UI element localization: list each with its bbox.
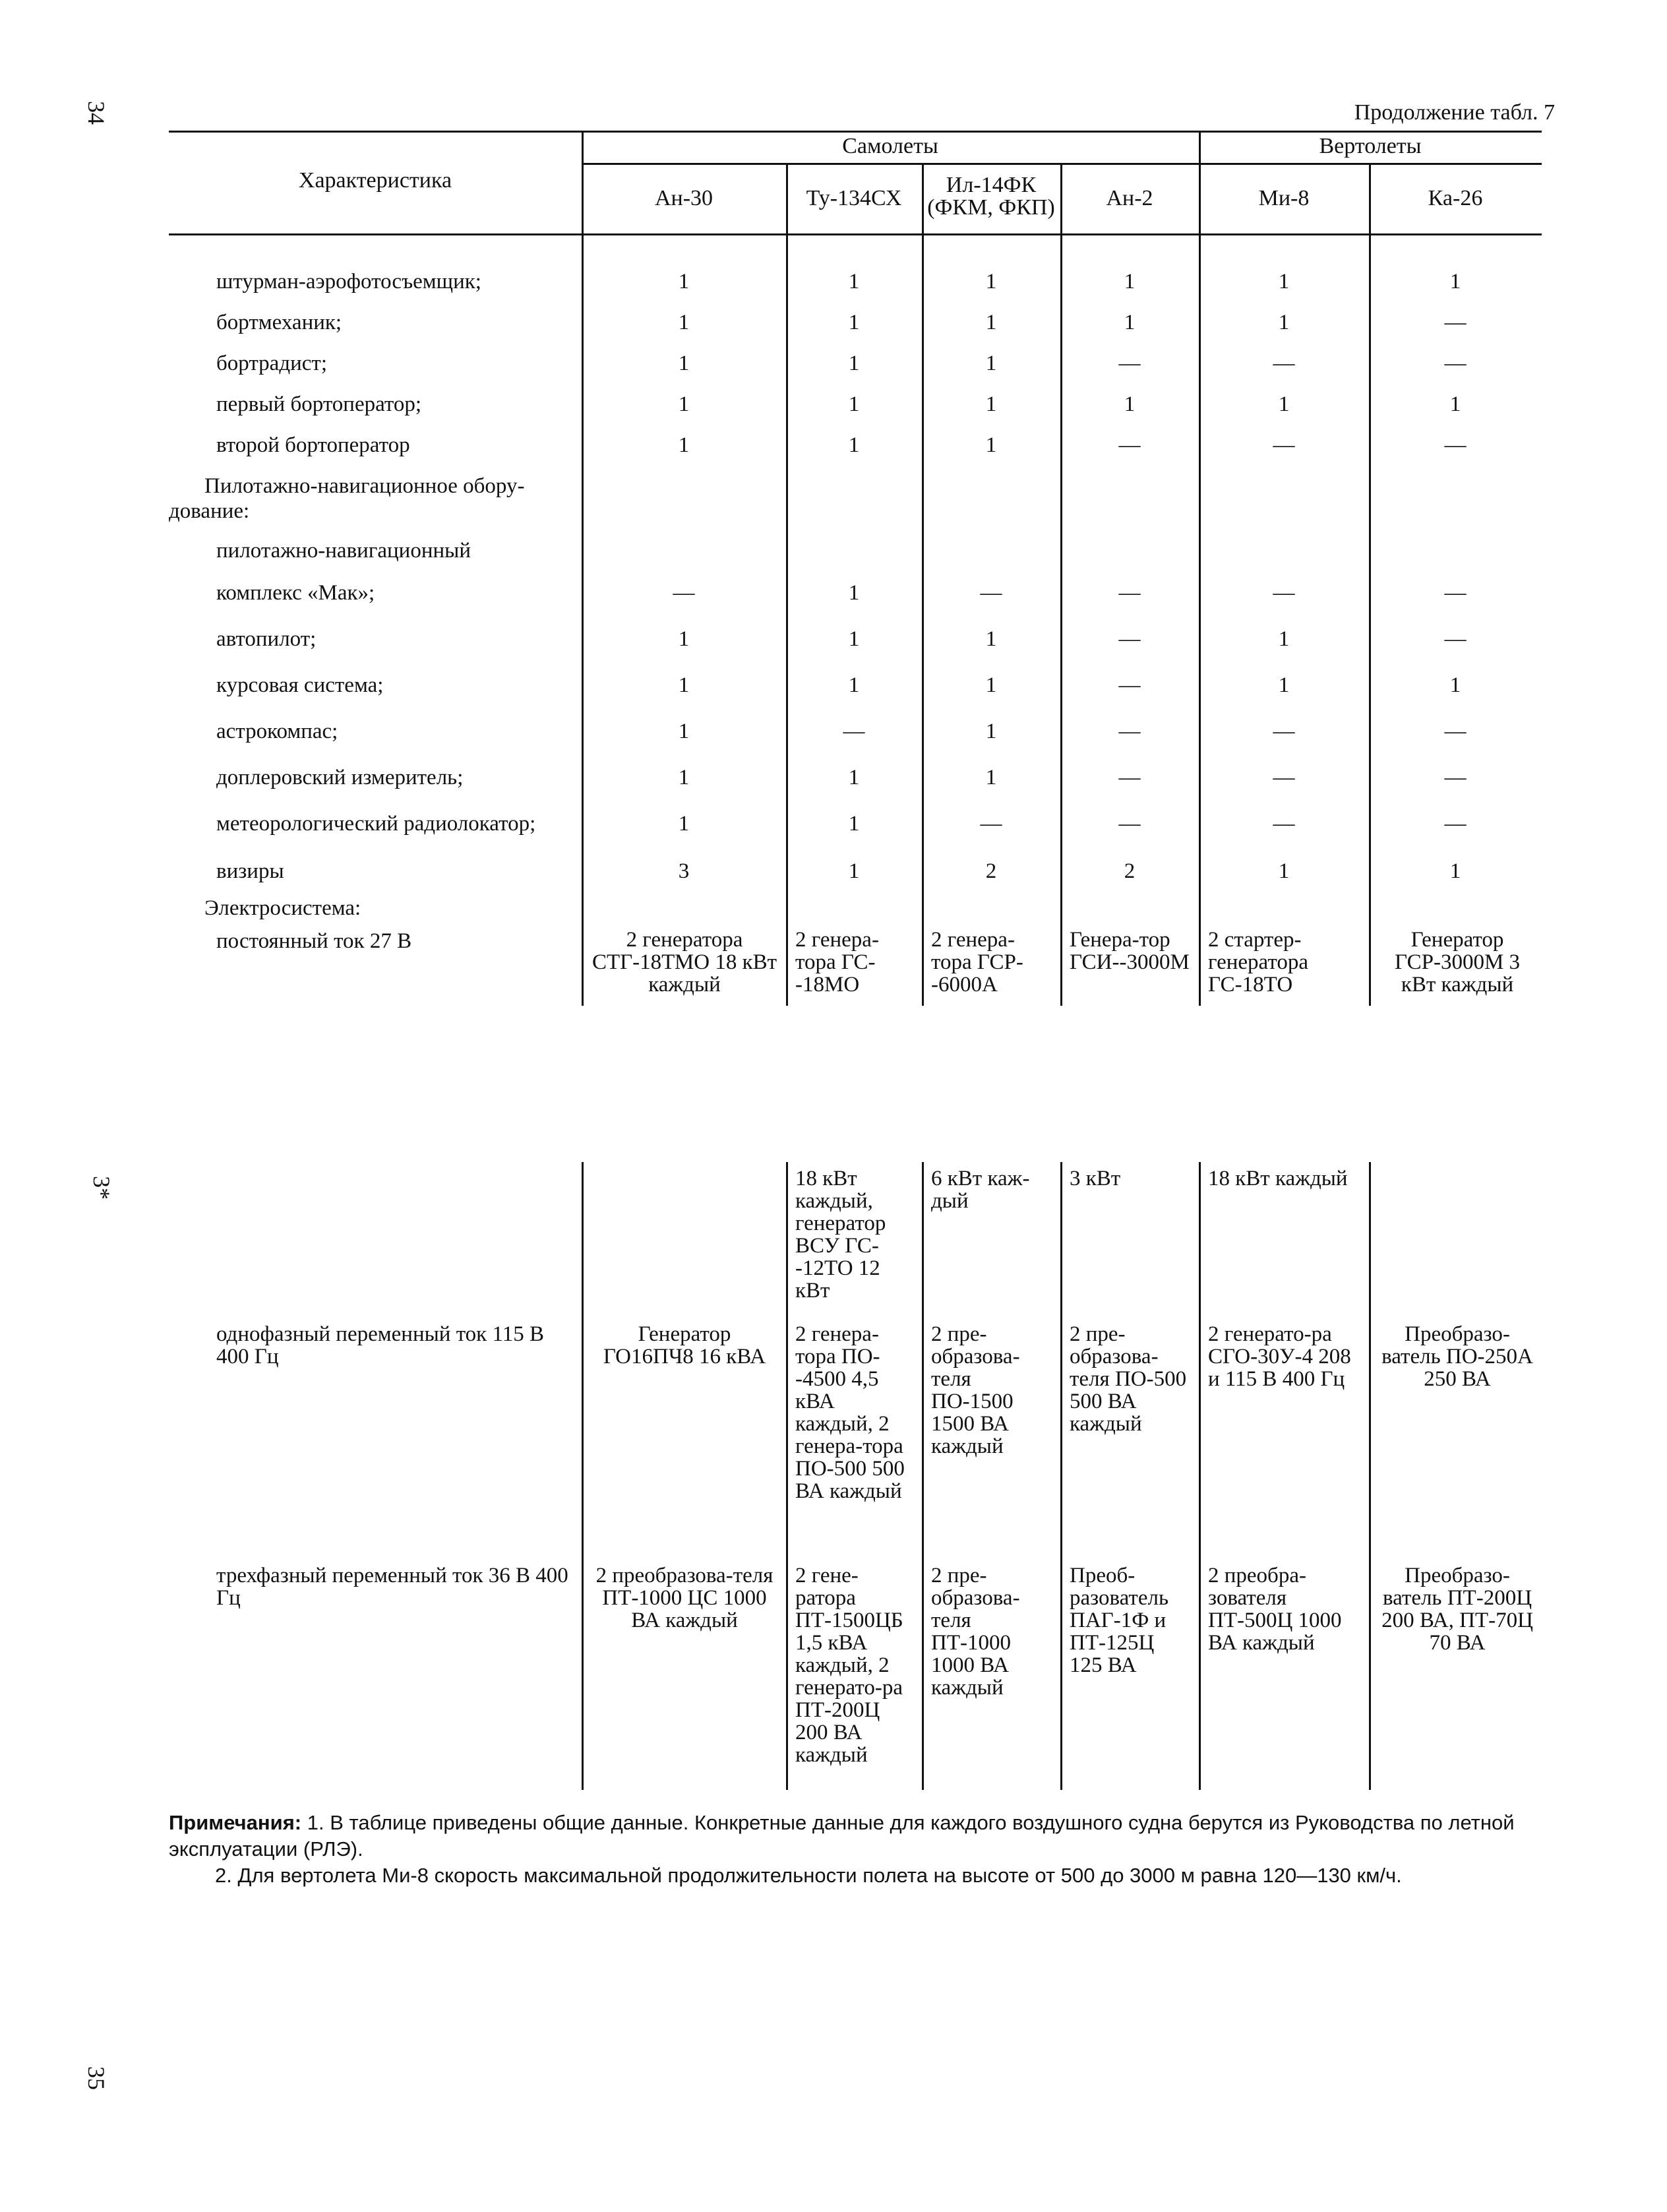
power-cell: 18 кВт каждый [1208, 1167, 1348, 1190]
power-cell: 2 преобразова-теля ПТ-1000 ЦС 1000 ВА каждый [595, 1564, 773, 1632]
table-cell: 1 [678, 270, 690, 293]
continuation-label: Продолжение табл. 7 [1354, 100, 1555, 125]
table-cell: — [1444, 627, 1467, 651]
power-cell: Генератор ГО16ПЧ8 16 кВА [603, 1322, 766, 1368]
notes-title: Примечания: [169, 1811, 302, 1834]
row-label: Электросистема: [204, 896, 361, 920]
row-label: астрокомпас; [216, 720, 338, 743]
header-characteristic: Характеристика [298, 168, 452, 193]
power-cell: 18 кВт каждый, генератор ВСУ ГС--12ТО 12 кВт [795, 1167, 886, 1303]
col-divider [1060, 1162, 1062, 1790]
table-cell: 1 [985, 766, 997, 789]
note-2-text: 2. Для вертолета Ми-8 скорость максимальной продолжительности полета на высоте от 500 до 3000 м равна 120—130 км/ч. [215, 1864, 1402, 1887]
table-cell: — [1118, 673, 1141, 697]
table-cell: 1 [1124, 392, 1136, 416]
power-cell: 6 кВт каж-дый [931, 1167, 1030, 1213]
table-cell: — [1273, 433, 1295, 457]
row-label: бортрадист; [216, 352, 328, 375]
header-bottom-rule [169, 233, 1542, 235]
table-cell: — [1444, 352, 1467, 375]
table-cell: — [1444, 812, 1467, 836]
table-cell: 1 [678, 433, 690, 457]
table-cell: 1 [678, 812, 690, 836]
table-cell: — [1444, 766, 1467, 789]
column-header: Ми-8 [1258, 186, 1310, 210]
power-row-label: однофазный переменный ток 115 В 400 Гц [216, 1322, 544, 1368]
table-cell: 1 [678, 766, 690, 789]
row-label: Пилотажно-навигационное обору-дование: [169, 474, 525, 523]
table-cell: 1 [1278, 392, 1290, 416]
table-cell: — [1444, 311, 1467, 334]
power-cell: 2 генерато-ра СГО-30У-4 208 и 115 В 400 Гц [1208, 1322, 1351, 1391]
table-cell: 1 [678, 627, 690, 651]
table-cell: 1 [848, 433, 860, 457]
row-label: метеорологический радиолокатор; [216, 812, 536, 836]
col-divider [1369, 1162, 1371, 1790]
row-label: второй бортоператор [216, 433, 410, 457]
row-label: штурман-аэрофотосъемщик; [216, 270, 481, 293]
table-cell: 1 [985, 433, 997, 457]
table-cell: 1 [1278, 311, 1290, 334]
row-label: пилотажно-навигационный [216, 539, 471, 563]
table-cell: 1 [1124, 311, 1136, 334]
table-cell: 1 [678, 392, 690, 416]
table-cell: 1 [985, 673, 997, 697]
page-number-bottom: 35 [83, 2066, 109, 2090]
power-cell: Генератор ГСР-3000М 3 кВт каждый [1394, 928, 1521, 997]
row-label: первый бортоператор; [216, 392, 422, 416]
table-cell: — [1273, 581, 1295, 605]
power-cell: 2 гене-ратора ПТ-1500ЦБ 1,5 кВА каждый, 2 генерато-ра ПТ-200Ц 200 ВА каждый [795, 1564, 903, 1767]
page-mark-middle: 3* [88, 1176, 115, 1200]
table-cell: 1 [1449, 392, 1461, 416]
power-cell: 2 пре-образова-теля ПО-1500 1500 ВА каждый [931, 1322, 1020, 1458]
table-cell: 1 [1449, 859, 1461, 883]
row-label: доплеровский измеритель; [216, 766, 464, 789]
column-header: Ту-134СХ [806, 186, 902, 210]
table-cell: 1 [678, 673, 690, 697]
row-label: бортмеханик; [216, 311, 342, 334]
note-2 [169, 1862, 1542, 1889]
table-cell: 1 [848, 627, 860, 651]
table-cell: 2 [985, 859, 997, 883]
table-cell: 1 [848, 581, 860, 605]
power-cell: 2 преобра-зователя ПТ-500Ц 1000 ВА каждый [1208, 1564, 1342, 1655]
table-cell: 1 [985, 392, 997, 416]
power-cell: 2 генера-тора ГСР--6000А [931, 928, 1023, 997]
power-cell: Преобразо-ватель ПТ-200Ц 200 ВА, ПТ-70Ц 70 ВА [1381, 1564, 1533, 1655]
power-cell: Преоб-разователь ПАГ-1Ф и ПТ-125Ц 125 ВА [1070, 1564, 1169, 1677]
table-cell: — [1118, 720, 1141, 743]
table-cell: — [1273, 352, 1295, 375]
row-label: курсовая система; [216, 673, 384, 697]
table-cell: 3 [678, 859, 690, 883]
table-cell: — [843, 720, 865, 743]
row-label: визиры [216, 859, 284, 883]
table-cell: — [1444, 720, 1467, 743]
table-cell: — [980, 581, 1002, 605]
table-cell: 1 [848, 352, 860, 375]
col-divider [1199, 1162, 1201, 1790]
note-1-text: 1. В таблице приведены общие данные. Конкретные данные для каждого воздушного судна берутся из Руководства по летной эксплуатации (РЛЭ). [169, 1811, 1515, 1860]
row-label: автопилот; [216, 627, 317, 651]
table-cell: — [1118, 352, 1141, 375]
table-cell: 1 [848, 311, 860, 334]
table-cell: 1 [985, 720, 997, 743]
power-row-label: постоянный ток 27 В [216, 929, 412, 953]
table-cell: 1 [985, 270, 997, 293]
header-planes: Самолеты [842, 134, 938, 158]
col-divider [582, 1162, 584, 1790]
power-row-label: трехфазный переменный ток 36 В 400 Гц [216, 1564, 568, 1610]
table-cell: — [673, 581, 695, 605]
table-cell: — [1273, 766, 1295, 789]
table-cell: — [1273, 720, 1295, 743]
table-cell: 1 [1449, 270, 1461, 293]
power-cell: 2 генера-тора ПО--4500 4,5 кВА каждый, 2 генера-тора ПО-500 500 ВА каждый [795, 1322, 905, 1503]
notes-block [169, 1810, 1542, 1889]
table-cell: 1 [1449, 673, 1461, 697]
column-header: Ка-26 [1428, 186, 1483, 210]
column-header: Ан-30 [654, 186, 713, 210]
table-cell: 1 [1278, 673, 1290, 697]
table-cell: 1 [1278, 627, 1290, 651]
table-cell: 1 [848, 392, 860, 416]
table-cell: 1 [848, 766, 860, 789]
table-cell: — [1444, 433, 1467, 457]
power-cell: 2 пре-образова-теля ПТ-1000 1000 ВА каждый [931, 1564, 1020, 1700]
table-cell: — [1118, 433, 1141, 457]
table-cell: 1 [678, 311, 690, 334]
table-cell: — [1118, 581, 1141, 605]
table-cell: 1 [848, 812, 860, 836]
column-header: Ан-2 [1106, 186, 1153, 210]
table-cell: 1 [1278, 859, 1290, 883]
page-number-top: 34 [83, 101, 109, 125]
table-top-rule [169, 131, 1542, 133]
table-cell: — [1273, 812, 1295, 836]
table-cell: 1 [1124, 270, 1136, 293]
col-divider [786, 1162, 788, 1790]
col-divider [922, 1162, 924, 1790]
table-cell: 1 [848, 859, 860, 883]
power-cell: Преобразо-ватель ПО-250А 250 ВА [1381, 1322, 1533, 1391]
header-helicopters: Вертолеты [1319, 134, 1422, 158]
row-label: комплекс «Мак»; [216, 581, 375, 605]
table-cell: 1 [985, 352, 997, 375]
table-cell: 1 [678, 352, 690, 375]
table-cell: — [1118, 812, 1141, 836]
table-cell: 1 [985, 311, 997, 334]
table-cell: 1 [678, 720, 690, 743]
table-cell: — [1118, 627, 1141, 651]
table-cell: 1 [848, 673, 860, 697]
power-cell: 2 генера-тора ГС--18МО [795, 928, 879, 997]
table-cell: 1 [848, 270, 860, 293]
table-cell: 1 [985, 627, 997, 651]
power-cell: 2 пре-образова-теля ПО-500 500 ВА каждый [1070, 1322, 1187, 1436]
table-cell: — [1444, 581, 1467, 605]
table-cell: 1 [1278, 270, 1290, 293]
note-1 [169, 1810, 1542, 1862]
table-cell: 2 [1124, 859, 1136, 883]
power-cell: 2 стартер-генератора ГС-18ТО [1208, 928, 1308, 997]
power-cell: 3 кВт [1070, 1167, 1121, 1190]
power-cell: Генера-тор ГСИ--3000М [1070, 928, 1190, 974]
table-cell: — [1118, 766, 1141, 789]
power-cell: 2 генератора СТГ-18ТМО 18 кВт каждый [591, 928, 777, 997]
column-header: Ил-14ФК (ФКМ, ФКП) [927, 173, 1055, 220]
table-cell: — [980, 812, 1002, 836]
